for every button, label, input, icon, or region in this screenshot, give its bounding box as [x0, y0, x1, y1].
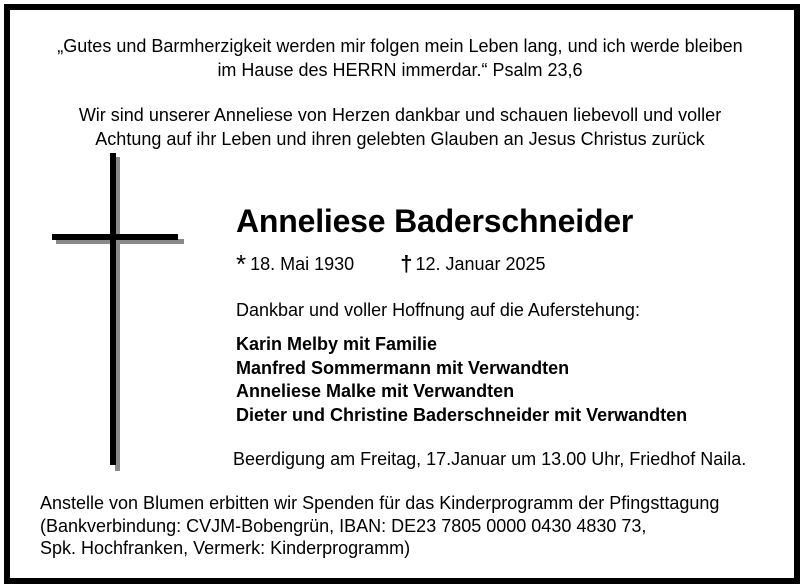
cross-horizontal-beam — [52, 234, 178, 240]
funeral-notice: Beerdigung am Freitag, 17.Januar um 13.00 Uhr, Friedhof Naila. — [233, 449, 747, 469]
donation-line-1: Anstelle von Blumen erbitten wir Spenden für das Kinderprogramm der Pfingsttagung — [40, 493, 720, 513]
deceased-name: Anneliese Baderschneider — [236, 203, 634, 239]
bible-verse-line-1: „Gutes und Barmherzigkeit werden mir folgen mein Leben lang, und ich werde bleiben — [57, 36, 743, 56]
death-cross-icon: † — [400, 251, 413, 276]
mourner-item: Karin Melby mit Familie — [236, 334, 438, 354]
bible-verse — [0, 34, 800, 82]
donation-line-2: (Bankverbindung: CVJM-Bobengrün, IBAN: DE23 7805 0000 0430 4830 73, — [40, 515, 647, 536]
dedication-line: Dankbar und voller Hoffnung auf die Auferstehung: — [236, 300, 640, 320]
bible-verse-line-2: im Hause des HERRN immerdar.“ Psalm 23,6 — [217, 60, 583, 80]
mourner-item: Manfred Sommermann mit Verwandten — [236, 357, 570, 378]
mourner-item: Dieter und Christine Baderschneider mit Verwandten — [236, 404, 688, 425]
birth-date: 18. Mai 1930 — [250, 254, 355, 274]
mourners-list — [236, 333, 687, 427]
cross-vertical-beam — [110, 153, 116, 465]
donation-line-3: Spk. Hochfranken, Vermerk: Kinderprogramm) — [40, 538, 411, 558]
birth-symbol: * — [236, 249, 247, 279]
life-dates — [236, 249, 546, 279]
thanks-paragraph — [0, 103, 800, 151]
thanks-line-2: Achtung auf ihr Leben und ihren gelebten Glauben an Jesus Christus zurück — [95, 129, 705, 149]
death-date: 12. Januar 2025 — [415, 254, 546, 274]
donation-notice — [40, 492, 719, 560]
latin-cross-icon — [50, 153, 185, 471]
mourner-item: Anneliese Malke mit Verwandten — [236, 381, 515, 401]
thanks-line-1: Wir sind unserer Anneliese von Herzen dankbar und schauen liebevoll und voller — [78, 105, 722, 125]
